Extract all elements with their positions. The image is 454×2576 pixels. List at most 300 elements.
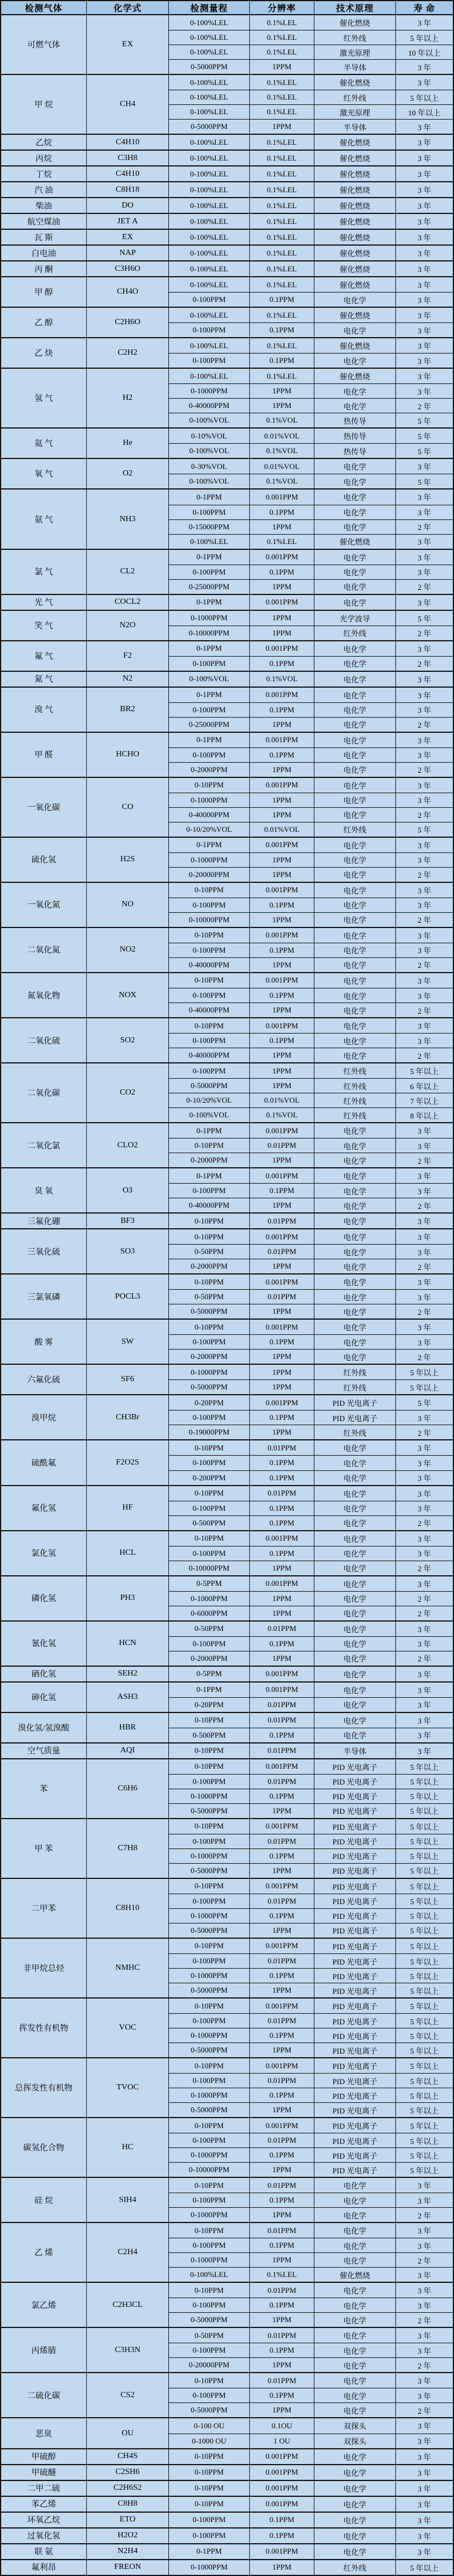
spec-row	[169, 1395, 453, 1410]
lifespan-cell: 5 年以上	[410, 2002, 439, 2011]
principle-cell: 电化学	[314, 1018, 396, 1033]
resolution-cell: 1PPM	[250, 1063, 314, 1078]
resolution-cell: 0.01PPM	[250, 1744, 314, 1758]
range-cell: 0-10PPM	[169, 1320, 250, 1334]
resolution-cell: 0.1%LEL	[250, 30, 314, 45]
gas-group	[1, 1318, 453, 1364]
lifespan-cell: 5 年以上	[410, 33, 439, 43]
lifespan-cell: 3 年	[418, 1127, 431, 1136]
gas-group	[1, 165, 453, 181]
spec-row	[169, 261, 453, 276]
lifespan-cell: 5 年以上	[410, 2122, 439, 2131]
resolution-cell: 0.01PPM	[250, 1440, 314, 1455]
lifespan-cell: 5 年以上	[410, 1882, 439, 1891]
range-cell: 0-25000PPM	[169, 718, 250, 732]
range-cell: 0-100%LEL	[169, 277, 250, 292]
spec-rows	[169, 75, 453, 134]
spec-row	[169, 1229, 453, 1244]
spec-row	[169, 2207, 453, 2222]
spec-row	[169, 717, 453, 732]
range-cell: 0-10PPM	[169, 1275, 250, 1289]
resolution-cell: 0.001PPM	[250, 2481, 314, 2496]
spec-row	[169, 2223, 453, 2238]
spec-row	[169, 1093, 453, 1107]
spec-row	[169, 1819, 453, 1834]
principle-cell: 电化学	[314, 657, 396, 671]
resolution-cell: 0.01PPM	[250, 1486, 314, 1501]
range-cell: 0-100PPM	[169, 2193, 250, 2207]
spec-row	[169, 277, 453, 292]
gas-name-cell: 乙烷	[1, 135, 87, 149]
spec-row	[169, 308, 453, 322]
resolution-cell: 0.1OU	[250, 2418, 314, 2433]
principle-cell: 电化学	[314, 1698, 396, 1712]
range-cell: 0-100%LEL	[169, 105, 250, 119]
col-header-gas: 检测气体	[1, 1, 87, 14]
range-cell: 0-1000PPM	[169, 1969, 250, 1983]
principle-cell: 电化学	[314, 1259, 396, 1273]
resolution-cell: 0.1%LEL	[250, 45, 314, 59]
formula-cell: CL2	[87, 550, 169, 594]
principle-cell: 电化学	[314, 763, 396, 777]
spec-row	[169, 75, 453, 90]
gas-group	[1, 1997, 453, 2057]
lifespan-cell: 5 年以上	[410, 1942, 439, 1951]
formula-cell: H2O2	[87, 2529, 169, 2543]
resolution-cell: 1PPM	[250, 1380, 314, 1394]
formula-cell: N2O	[87, 611, 169, 640]
lifespan-cell: 3 年	[418, 1504, 431, 1514]
lifespan-cell: 3 年	[418, 508, 431, 517]
principle-cell: PID 光电离子	[314, 2163, 396, 2177]
spec-row	[169, 490, 453, 504]
formula-cell: ASH3	[87, 1683, 169, 1712]
range-cell: 0-25000PPM	[169, 580, 250, 594]
spec-row	[169, 2102, 453, 2117]
formula-cell: VOC	[87, 1999, 169, 2057]
spec-rows	[169, 1229, 453, 1273]
lifespan-cell: 3 年	[418, 63, 431, 72]
resolution-cell: 1PPM	[250, 958, 314, 972]
resolution-cell: 1PPM	[250, 913, 314, 927]
range-cell: 0-10PPM	[169, 2465, 250, 2480]
range-cell: 0-100PPM	[169, 1834, 250, 1848]
gas-group	[1, 2222, 453, 2282]
spec-row	[169, 2312, 453, 2327]
spec-row	[169, 2402, 453, 2417]
spec-row	[169, 353, 453, 368]
principle-cell: 红外线	[314, 90, 396, 104]
principle-cell: PID 光电离子	[314, 2028, 396, 2043]
table-header-row	[1, 1, 453, 15]
range-cell: 0-10/20%VOL	[169, 1093, 250, 1107]
resolution-cell: 0.1PPM	[250, 1969, 314, 1983]
resolution-cell: 0.1%LEL	[250, 230, 314, 244]
range-cell: 0-100%LEL	[169, 214, 250, 229]
spec-row	[169, 1168, 453, 1183]
range-cell: 0-10PPM	[169, 1713, 250, 1728]
spec-row	[169, 565, 453, 579]
gas-name-cell: 可燃气体	[1, 15, 87, 74]
gas-name-cell: 甲 烷	[1, 75, 87, 134]
principle-cell: 电化学	[314, 2223, 396, 2238]
gas-group	[1, 197, 453, 213]
spec-row	[169, 1923, 453, 1938]
principle-cell: 催化燃烧	[314, 198, 396, 213]
spec-row	[169, 2465, 453, 2480]
gas-name-cell: 臭 氧	[1, 1168, 87, 1212]
spec-row	[169, 1803, 453, 1818]
range-cell: 0-1000PPM	[169, 853, 250, 867]
resolution-cell: 0.1PPM	[250, 898, 314, 912]
range-cell: 0-100PPM	[169, 898, 250, 912]
principle-cell: 电化学	[314, 2328, 396, 2343]
formula-cell: C2H6O	[87, 308, 169, 337]
gas-group	[1, 1122, 453, 1167]
principle-cell: 电化学	[314, 1290, 396, 1304]
spec-rows	[169, 1395, 453, 1439]
spec-row	[169, 104, 453, 119]
range-cell: 0-10PPM	[169, 928, 250, 943]
range-cell: 0-100%LEL	[169, 90, 250, 104]
resolution-cell: 0.1PPM	[250, 1637, 314, 1651]
principle-cell: 电化学	[314, 688, 396, 702]
lifespan-cell: 3 年	[418, 1278, 431, 1287]
formula-cell: C4H10	[87, 166, 169, 181]
lifespan-cell: 3 年	[418, 886, 431, 895]
spec-row	[169, 883, 453, 898]
gas-group	[1, 640, 453, 671]
formula-cell: TVOC	[87, 2058, 169, 2117]
spec-row	[169, 182, 453, 197]
lifespan-cell: 5 年以上	[410, 2563, 439, 2572]
range-cell: 0-100PPM	[169, 2238, 250, 2252]
spec-row	[169, 1576, 453, 1591]
gas-name-cell: 氢 气	[1, 369, 87, 427]
lifespan-cell: 3 年	[418, 356, 431, 366]
principle-cell: 催化燃烧	[314, 277, 396, 292]
principle-cell: 电化学	[314, 2449, 396, 2464]
spec-row	[169, 1138, 453, 1153]
spec-row	[169, 443, 453, 458]
range-cell: 0-5000PPM	[169, 120, 250, 134]
gas-name-cell: 氯乙烯	[1, 2283, 87, 2327]
resolution-cell: 0.01PPM	[250, 1834, 314, 1848]
range-cell: 0-100 OU	[169, 2418, 250, 2433]
lifespan-cell: 3 年	[418, 2531, 431, 2541]
lifespan-cell: 3 年	[418, 1731, 431, 1741]
spec-rows	[169, 1275, 453, 1318]
principle-cell: PID 光电离子	[314, 1894, 396, 1908]
spec-row	[169, 2357, 453, 2372]
lifespan-cell: 3 年	[418, 598, 431, 607]
range-cell: 0-5000PPM	[169, 1304, 250, 1318]
spec-row	[169, 1275, 453, 1289]
lifespan-cell: 3 年	[418, 2286, 431, 2296]
resolution-cell: 0.001PPM	[250, 1576, 314, 1591]
gas-group	[1, 2177, 453, 2222]
range-cell: 0-100PPM	[169, 1034, 250, 1048]
range-cell: 0-10PPM	[169, 1531, 250, 1546]
formula-cell: He	[87, 429, 169, 458]
principle-cell: 催化燃烧	[314, 151, 396, 165]
spec-row	[169, 383, 453, 398]
lifespan-cell: 5 年以上	[410, 2166, 439, 2175]
spec-row	[169, 1078, 453, 1093]
spec-row	[169, 2418, 453, 2433]
lifespan-cell: 3 年	[418, 2547, 431, 2557]
lifespan-cell: 5 年	[418, 416, 431, 426]
spec-rows	[169, 308, 453, 337]
gas-name-cell: 氟利昂	[1, 2560, 87, 2575]
spec-rows	[169, 338, 453, 368]
range-cell: 0-100PPM	[169, 2014, 250, 2028]
range-cell: 0-1000PPM	[169, 2560, 250, 2575]
lifespan-cell: 2 年	[418, 916, 431, 925]
spec-row	[169, 1320, 453, 1334]
principle-cell: 热传导	[314, 444, 396, 458]
range-cell: 0-10PPM	[169, 2178, 250, 2193]
principle-cell: PID 光电离子	[314, 2133, 396, 2147]
formula-cell: NAP	[87, 246, 169, 260]
resolution-cell: 0.1PPM	[250, 2388, 314, 2402]
principle-cell: 电化学	[314, 2238, 396, 2252]
resolution-cell: 0.1PPM	[250, 943, 314, 957]
resolution-cell: 1PPM	[250, 384, 314, 398]
spec-row	[169, 1953, 453, 1968]
lifespan-cell: 2 年	[418, 1352, 431, 1362]
lifespan-cell: 3 年	[418, 493, 431, 502]
resolution-cell: 0.1%LEL	[250, 182, 314, 197]
lifespan-cell: 3 年	[418, 976, 431, 985]
gas-group	[1, 1681, 453, 1712]
spec-rows	[169, 1939, 453, 1997]
range-cell: 0-10PPM	[169, 2449, 250, 2464]
principle-cell: 电化学	[314, 1547, 396, 1561]
range-cell: 0-50PPM	[169, 1245, 250, 1259]
lifespan-cell: 5 年	[418, 825, 431, 835]
resolution-cell: 0.001PPM	[250, 1999, 314, 2013]
formula-cell: POCL3	[87, 1275, 169, 1318]
spec-row	[169, 1546, 453, 1561]
resolution-cell: 0.01PPM	[250, 2074, 314, 2088]
lifespan-cell: 5 年以上	[410, 1792, 439, 1802]
resolution-cell: 0.001PPM	[250, 2497, 314, 2512]
lifespan-cell: 5 年以上	[410, 1822, 439, 1831]
range-cell: 0-10PPM	[169, 1879, 250, 1894]
principle-cell: 电化学	[314, 672, 396, 687]
range-cell: 0-500PPM	[169, 1516, 250, 1530]
resolution-cell: 0.1PPM	[250, 1728, 314, 1742]
formula-cell: HBR	[87, 1713, 169, 1742]
principle-cell: 电化学	[314, 1198, 396, 1212]
lifespan-cell: 2 年	[418, 2256, 431, 2265]
spec-row	[169, 2162, 453, 2177]
gas-name-cell: 磷化氢	[1, 1576, 87, 1620]
range-cell: 0-10PPM	[169, 2283, 250, 2298]
principle-cell: 电化学	[314, 838, 396, 852]
principle-cell: 电化学	[314, 1531, 396, 1546]
gas-name-cell: 乙 醇	[1, 308, 87, 337]
lifespan-cell: 2 年	[418, 1006, 431, 1015]
spec-rows	[169, 2481, 453, 2496]
spec-rows	[169, 1576, 453, 1620]
gas-name-cell: 甲硫醇	[1, 2449, 87, 2464]
lifespan-cell: 3 年	[418, 1534, 431, 1544]
formula-cell: HF	[87, 1486, 169, 1530]
resolution-cell: 0.1PPM	[250, 1456, 314, 1470]
spec-row	[169, 474, 453, 488]
range-cell: 0-100PPM	[169, 988, 250, 1002]
gas-name-cell: 笑 气	[1, 611, 87, 640]
principle-cell: 电化学	[314, 913, 396, 927]
range-cell: 0-5000PPM	[169, 1983, 250, 1997]
principle-cell: 红外线	[314, 823, 396, 837]
spec-row	[169, 119, 453, 134]
spec-rows	[169, 1622, 453, 1666]
spec-row	[169, 2267, 453, 2282]
formula-cell: NO2	[87, 928, 169, 972]
lifespan-cell: 3 年	[418, 1640, 431, 1649]
lifespan-cell: 3 年	[418, 2377, 431, 2386]
formula-cell: HCN	[87, 1622, 169, 1666]
gas-group	[1, 1017, 453, 1062]
lifespan-cell: 5 年以上	[410, 1957, 439, 1966]
spec-rows	[169, 2418, 453, 2448]
resolution-cell: 0.1PPM	[250, 2193, 314, 2207]
lifespan-cell: 3 年	[418, 2227, 431, 2236]
principle-cell: PID 光电离子	[314, 2058, 396, 2073]
range-cell: 0-5000PPM	[169, 2043, 250, 2057]
principle-cell: 电化学	[314, 1683, 396, 1697]
resolution-cell: 0.001PPM	[250, 688, 314, 702]
gas-name-cell: 乙 炔	[1, 338, 87, 368]
gas-name-cell: 溴甲烷	[1, 1395, 87, 1439]
principle-cell: 催化燃烧	[314, 369, 396, 383]
lifespan-cell: 3 年	[418, 1217, 431, 1226]
spec-rows	[169, 151, 453, 165]
lifespan-cell: 2 年	[418, 721, 431, 730]
resolution-cell: 1PPM	[250, 1048, 314, 1062]
lifespan-cell: 2 年	[418, 1519, 431, 1528]
resolution-cell: 1PPM	[250, 1561, 314, 1575]
lifespan-cell: 3 年	[418, 538, 431, 547]
gas-name-cell: 丙烷	[1, 151, 87, 165]
formula-cell: F2	[87, 641, 169, 671]
principle-cell: 电化学	[314, 898, 396, 912]
gas-name-cell: 光 气	[1, 595, 87, 610]
range-cell: 0-10PPM	[169, 1229, 250, 1244]
formula-cell: NOX	[87, 973, 169, 1017]
resolution-cell: 0.001PPM	[250, 1320, 314, 1334]
lifespan-cell: 8 年以上	[410, 1111, 439, 1120]
range-cell: 0-1000PPM	[169, 384, 250, 398]
spec-rows	[169, 429, 453, 458]
range-cell: 0-100%VOL	[169, 474, 250, 488]
formula-cell: C3H8	[87, 151, 169, 165]
spec-row	[169, 1894, 453, 1908]
range-cell: 0-100%LEL	[169, 338, 250, 353]
spec-row	[169, 943, 453, 957]
resolution-cell: 0.001PPM	[250, 1229, 314, 1244]
range-cell: 0-100PPM	[169, 2513, 250, 2527]
lifespan-cell: 3 年	[418, 1579, 431, 1589]
range-cell: 0-1000PPM	[169, 1365, 250, 1379]
principle-cell: 电化学	[314, 1456, 396, 1470]
lifespan-cell: 3 年	[418, 2484, 431, 2493]
lifespan-cell: 5 年以上	[410, 1912, 439, 1921]
principle-cell: 电化学	[314, 1486, 396, 1501]
lifespan-cell: 3 年	[418, 1036, 431, 1046]
gas-group	[1, 2327, 453, 2372]
resolution-cell: 0.1%LEL	[250, 246, 314, 260]
principle-cell: 电化学	[314, 580, 396, 594]
principle-cell: 电化学	[314, 1003, 396, 1017]
spec-row	[169, 838, 453, 852]
principle-cell: 电化学	[314, 399, 396, 413]
resolution-cell: 0.1PPM	[250, 1909, 314, 1923]
range-cell: 0-100PPM	[169, 1894, 250, 1908]
lifespan-cell: 2 年	[418, 523, 431, 532]
spec-row	[169, 2058, 453, 2073]
principle-cell: 电化学	[314, 1350, 396, 1364]
principle-cell: PID 光电离子	[314, 1954, 396, 1968]
resolution-cell: 1PPM	[250, 1079, 314, 1093]
gas-group	[1, 458, 453, 488]
range-cell: 0-1PPM	[169, 733, 250, 747]
principle-cell: PID 光电离子	[314, 1879, 396, 1894]
principle-cell: 电化学	[314, 2178, 396, 2193]
gas-group	[1, 1530, 453, 1575]
range-cell: 0-1PPM	[169, 688, 250, 702]
spec-row	[169, 1123, 453, 1138]
spec-row	[169, 1759, 453, 1774]
resolution-cell: 0.001PPM	[250, 1395, 314, 1410]
lifespan-cell: 5 年以上	[410, 1867, 439, 1876]
range-cell: 0-50PPM	[169, 2328, 250, 2343]
resolution-cell: 0.001PPM	[250, 778, 314, 793]
gas-group	[1, 972, 453, 1017]
gas-group	[1, 732, 453, 777]
formula-cell: C3H6O	[87, 261, 169, 276]
gas-group	[1, 427, 453, 458]
spec-row	[169, 2238, 453, 2252]
lifespan-cell: 10 年以上	[408, 48, 441, 57]
principle-cell: PID 光电离子	[314, 1983, 396, 1997]
gas-name-cell: 二甲二硫	[1, 2481, 87, 2496]
gas-name-cell: 丙烯腈	[1, 2328, 87, 2372]
lifespan-cell: 3 年	[418, 2422, 431, 2431]
gas-name-cell: 甲 醇	[1, 277, 87, 307]
spec-row	[169, 852, 453, 867]
gas-name-cell: 甲 苯	[1, 1819, 87, 1878]
lifespan-cell: 5 年以上	[410, 1837, 439, 1847]
lifespan-cell: 5 年	[418, 447, 431, 456]
lifespan-cell: 3 年	[418, 931, 431, 940]
spec-rows	[169, 1486, 453, 1530]
lifespan-cell: 3 年	[418, 342, 431, 351]
formula-cell: C7H8	[87, 1819, 169, 1878]
principle-cell: 电化学	[314, 1229, 396, 1244]
gas-group	[1, 1938, 453, 1997]
principle-cell: 电化学	[314, 1214, 396, 1228]
lifespan-cell: 3 年	[418, 372, 431, 382]
resolution-cell: 0.01PPM	[250, 1214, 314, 1228]
lifespan-cell: 3 年	[418, 311, 431, 321]
gas-group	[1, 610, 453, 640]
lifespan-cell: 5 年以上	[410, 1778, 439, 1787]
principle-cell: 红外线	[314, 626, 396, 640]
